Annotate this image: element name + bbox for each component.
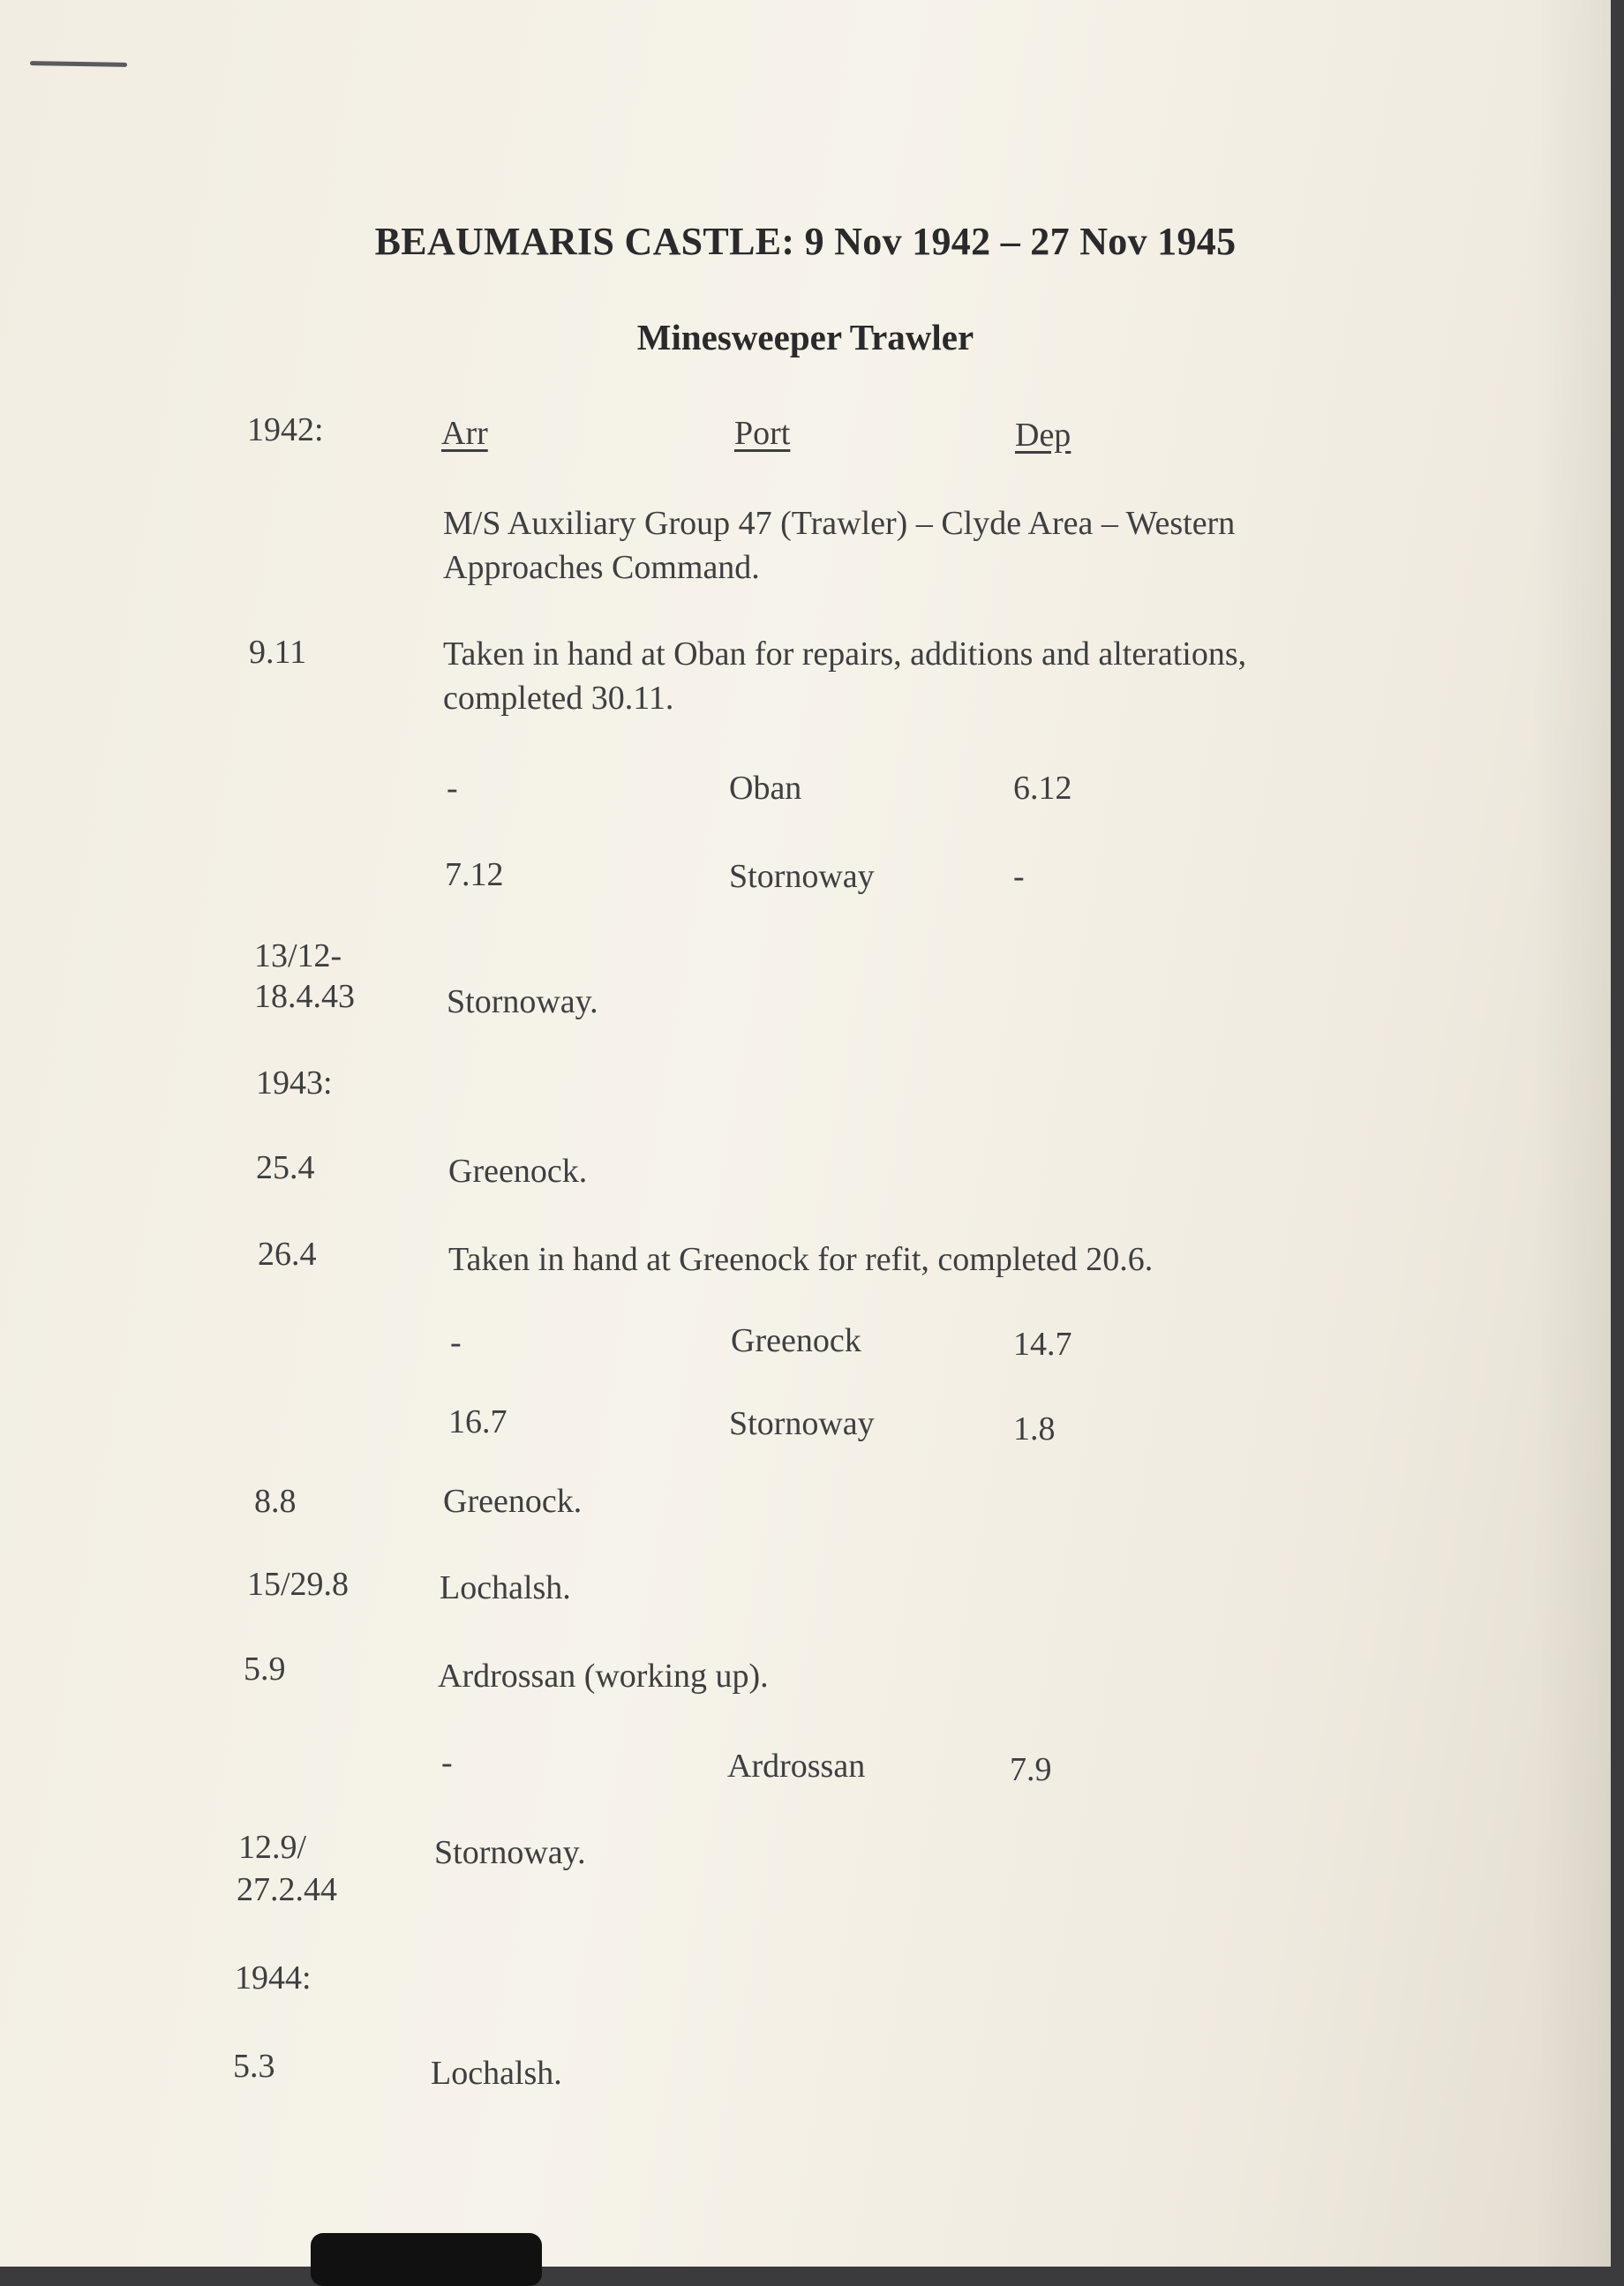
year-1942-label: 1942: xyxy=(247,411,324,448)
year-label: 1943: xyxy=(256,1064,333,1102)
pen-mark xyxy=(30,61,127,67)
group-note: M/S Auxiliary Group 47 (Trawler) – Clyde Area – Western Approaches Command. xyxy=(443,505,1236,586)
entry-date: 5.3 xyxy=(233,2048,275,2085)
movement-dep: 1.8 xyxy=(1013,1410,1056,1448)
movement-arr: 7.12 xyxy=(445,856,504,893)
entry-date: 8.8 xyxy=(254,1483,297,1520)
movement-arr: 16.7 xyxy=(448,1403,508,1440)
movement-port: Ardrossan xyxy=(727,1748,866,1785)
entry-text: Lochalsh. xyxy=(431,2055,562,2092)
movement-dep: - xyxy=(1013,858,1025,895)
entry-date: 5.9 xyxy=(244,1651,286,1688)
entry-text: Stornoway. xyxy=(434,1834,586,1871)
entry-date: 13/12- xyxy=(254,937,342,974)
entry-date: 26.4 xyxy=(258,1236,317,1273)
entry-text: Lochalsh. xyxy=(440,1569,571,1606)
column-header-dep: Dep xyxy=(1015,417,1071,454)
entry-date: 9.11 xyxy=(249,634,307,671)
entry-text: Taken in hand at Oban for repairs, additions and alterations, completed 30.11. xyxy=(443,635,1247,717)
movement-arr: - xyxy=(441,1744,453,1781)
movement-port: Greenock xyxy=(731,1322,861,1359)
entry-date: 25.4 xyxy=(256,1149,315,1186)
entry-date: 12.9/ xyxy=(238,1829,307,1866)
document-subtitle: Minesweeper Trawler xyxy=(636,317,974,357)
year-label: 1944: xyxy=(235,1959,312,1996)
bottom-tab xyxy=(311,2233,542,2286)
movement-port: Stornoway xyxy=(729,858,875,895)
movement-arr: - xyxy=(447,770,458,807)
entry-date: 15/29.8 xyxy=(247,1566,350,1603)
entry-date: 18.4.43 xyxy=(254,978,355,1015)
movement-port: Stornoway xyxy=(729,1405,875,1442)
movement-dep: 6.12 xyxy=(1013,770,1072,807)
entry-text: Taken in hand at Greenock for refit, completed 20.6. xyxy=(448,1241,1154,1278)
document-title: BEAUMARIS CASTLE: 9 Nov 1942 – 27 Nov 1945 xyxy=(374,220,1237,263)
movement-dep: 14.7 xyxy=(1013,1326,1072,1363)
entry-text: Ardrossan (working up). xyxy=(438,1658,769,1695)
movement-dep: 7.9 xyxy=(1010,1751,1052,1788)
entry-date: 27.2.44 xyxy=(237,1871,337,1908)
entry-text: Greenock. xyxy=(443,1483,583,1520)
movement-arr: - xyxy=(450,1324,462,1361)
entry-text: Greenock. xyxy=(448,1153,588,1190)
column-header-port: Port xyxy=(734,415,791,452)
movement-port: Oban xyxy=(729,770,802,807)
entry-text: Stornoway. xyxy=(447,983,598,1020)
column-header-arr: Arr xyxy=(441,415,488,452)
